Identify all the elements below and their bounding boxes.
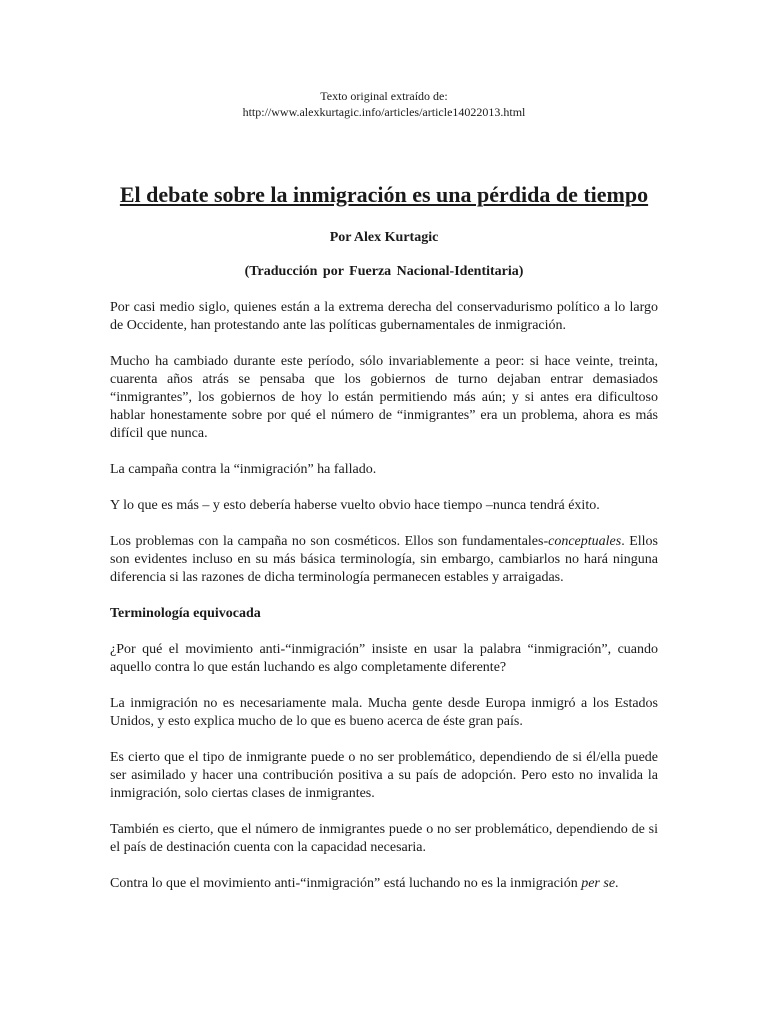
document-title: El debate sobre la inmigración es una pérdida de tiempo (119, 182, 649, 207)
paragraph-8: Es cierto que el tipo de inmigrante puede o no ser problemático, dependiendo de si él/ella puede ser asimilado y hacer una contribución positiva a su país de adopción. Pero esto no invalida la inmigración, solo ciertas clases de inmigrantes. (110, 750, 658, 801)
paragraph-5-emphasis: conceptuales (548, 534, 622, 549)
author-byline: Por Alex Kurtagic (329, 230, 439, 245)
paragraph-2: Mucho ha cambiado durante este período, sólo invariablemente a peor: si hace veinte, treinta, cuarenta años atrás se pensaba que los gobiernos de turno dejaban entrar demasiados “inmigrantes”, los gobiernos de hoy lo están permitiendo más aún; y si antes era dificultoso hablar honestamente sobre por qué el número de “inmigrantes” era un problema, ahora es más difícil que nunca. (110, 354, 658, 441)
paragraph-9: También es cierto, que el número de inmigrantes puede o no ser problemático, dependiendo de si el país de destinación cuenta con la capacidad necesaria. (110, 822, 658, 855)
paragraph-10-end: . (615, 876, 619, 891)
paragraph-5 (110, 533, 658, 587)
article-body (110, 299, 658, 893)
paragraph-7: La inmigración no es necesariamente mala. Mucha gente desde Europa inmigró a los Estados Unidos, y esto explica mucho de lo que es bueno acerca de éste gran país. (110, 696, 658, 729)
paragraph-6: ¿Por qué el movimiento anti-“inmigración” insiste en usar la palabra “inmigración”, cuando aquello contra lo que están luchando es algo completamente diferente? (110, 642, 658, 675)
translation-credit: (Traducción por Fuerza Nacional-Identitaria) (244, 264, 524, 279)
section-heading: Terminología equivocada (110, 606, 261, 621)
source-url: http://www.alexkurtagic.info/articles/article14022013.html (242, 105, 526, 119)
paragraph-5-end: . Ellos son evidentes incluso en su más básica terminología, sin embargo, cambiarlos no hará ninguna diferencia si las razones de dicha terminología permanecen estables y arraigadas. (110, 534, 659, 585)
paragraph-1: Por casi medio siglo, quienes están a la extrema derecha del conservadurismo político a lo largo de Occidente, han protestando ante las políticas gubernamentales de inmigración. (110, 300, 658, 333)
source-note (110, 88, 658, 120)
paragraph-10-start: Contra lo que el movimiento anti-“inmigración” está luchando no es la inmigración (110, 876, 582, 891)
paragraph-10-emphasis: per se (581, 876, 616, 891)
source-label: Texto original extraído de: (320, 89, 448, 103)
paragraph-5-start: Los problemas con la campaña no son cosméticos. Ellos son fundamentales- (110, 534, 549, 549)
paragraph-10 (110, 875, 658, 893)
paragraph-4: Y lo que es más – y esto debería haberse vuelto obvio hace tiempo –nunca tendrá éxito. (110, 498, 600, 513)
paragraph-3: La campaña contra la “inmigración” ha fallado. (110, 462, 377, 477)
